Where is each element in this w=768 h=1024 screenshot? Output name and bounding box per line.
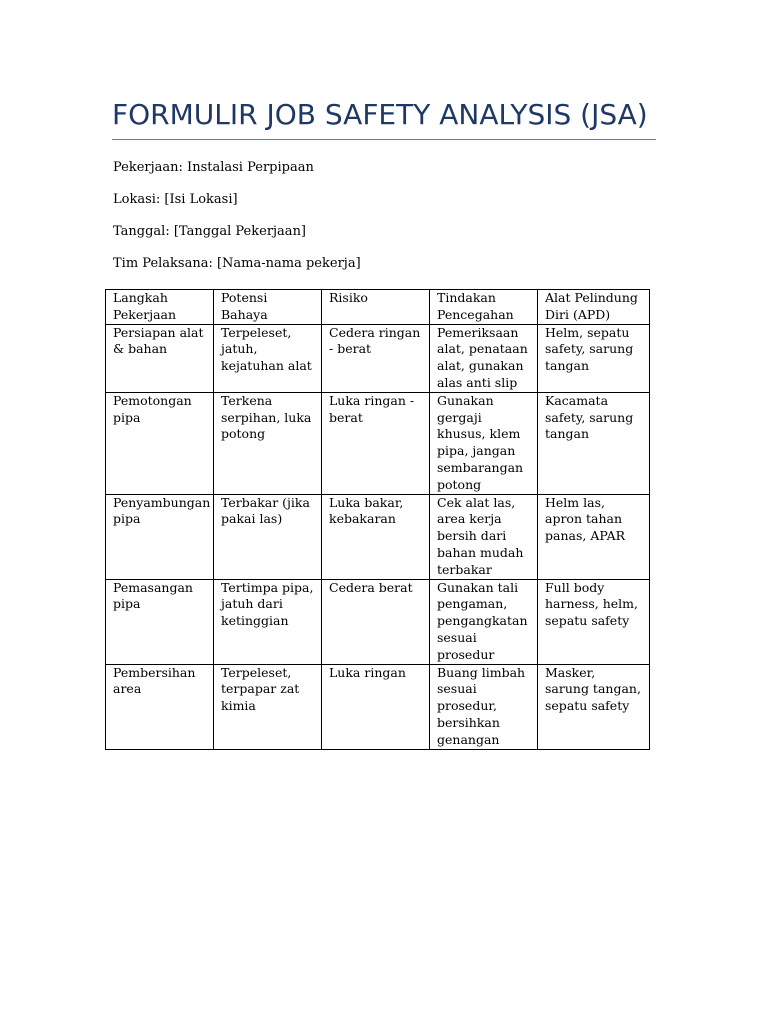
field-tim-pelaksana: Tim Pelaksana: [Nama-nama pekerja] bbox=[113, 256, 361, 271]
cell-langkah: Penyambungan pipa bbox=[106, 494, 214, 579]
header-risiko: Risiko bbox=[322, 290, 430, 325]
cell-risiko: Luka bakar, kebakaran bbox=[322, 494, 430, 579]
cell-apd: Helm las, apron tahan panas, APAR bbox=[538, 494, 650, 579]
cell-bahaya: Terkena serpihan, luka potong bbox=[214, 392, 322, 494]
field-tanggal: Tanggal: [Tanggal Pekerjaan] bbox=[113, 224, 307, 239]
field-lokasi: Lokasi: [Isi Lokasi] bbox=[113, 192, 238, 207]
job-info bbox=[113, 158, 361, 286]
table-row bbox=[106, 392, 650, 494]
cell-langkah: Pemasangan pipa bbox=[106, 579, 214, 664]
table-row bbox=[106, 324, 650, 392]
cell-pencegahan: Pemeriksaan alat, penataan alat, gunakan alas anti slip bbox=[430, 324, 538, 392]
cell-risiko: Luka ringan bbox=[322, 664, 430, 749]
header-potensi-bahaya: Potensi Bahaya bbox=[214, 290, 322, 325]
header-tindakan-pencegahan: Tindakan Pencegahan bbox=[430, 290, 538, 325]
table-row bbox=[106, 664, 650, 749]
cell-apd: Helm, sepatu safety, sarung tangan bbox=[538, 324, 650, 392]
cell-langkah: Pembersihan area bbox=[106, 664, 214, 749]
cell-pencegahan: Gunakan gergaji khusus, klem pipa, jangan sembarangan potong bbox=[430, 392, 538, 494]
cell-bahaya: Terpeleset, terpapar zat kimia bbox=[214, 664, 322, 749]
title-divider bbox=[112, 139, 656, 140]
cell-bahaya: Terpeleset, jatuh, kejatuhan alat bbox=[214, 324, 322, 392]
table-header-row bbox=[106, 290, 650, 325]
cell-risiko: Luka ringan - berat bbox=[322, 392, 430, 494]
cell-apd: Full body harness, helm, sepatu safety bbox=[538, 579, 650, 664]
jsa-table bbox=[105, 289, 650, 750]
field-pekerjaan: Pekerjaan: Instalasi Perpipaan bbox=[113, 160, 314, 175]
cell-langkah: Persiapan alat & bahan bbox=[106, 324, 214, 392]
cell-langkah: Pemotongan pipa bbox=[106, 392, 214, 494]
cell-pencegahan: Cek alat las, area kerja bersih dari bahan mudah terbakar bbox=[430, 494, 538, 579]
page-title: FORMULIR JOB SAFETY ANALYSIS (JSA) bbox=[112, 98, 648, 131]
cell-apd: Masker, sarung tangan, sepatu safety bbox=[538, 664, 650, 749]
table-row bbox=[106, 579, 650, 664]
cell-apd: Kacamata safety, sarung tangan bbox=[538, 392, 650, 494]
cell-bahaya: Tertimpa pipa, jatuh dari ketinggian bbox=[214, 579, 322, 664]
cell-pencegahan: Gunakan tali pengaman, pengangkatan sesuai prosedur bbox=[430, 579, 538, 664]
cell-bahaya: Terbakar (jika pakai las) bbox=[214, 494, 322, 579]
header-apd: Alat Pelindung Diri (APD) bbox=[538, 290, 650, 325]
cell-risiko: Cedera berat bbox=[322, 579, 430, 664]
cell-pencegahan: Buang limbah sesuai prosedur, bersihkan genangan bbox=[430, 664, 538, 749]
header-langkah-pekerjaan: Langkah Pekerjaan bbox=[106, 290, 214, 325]
cell-risiko: Cedera ringan - berat bbox=[322, 324, 430, 392]
table-row bbox=[106, 494, 650, 579]
